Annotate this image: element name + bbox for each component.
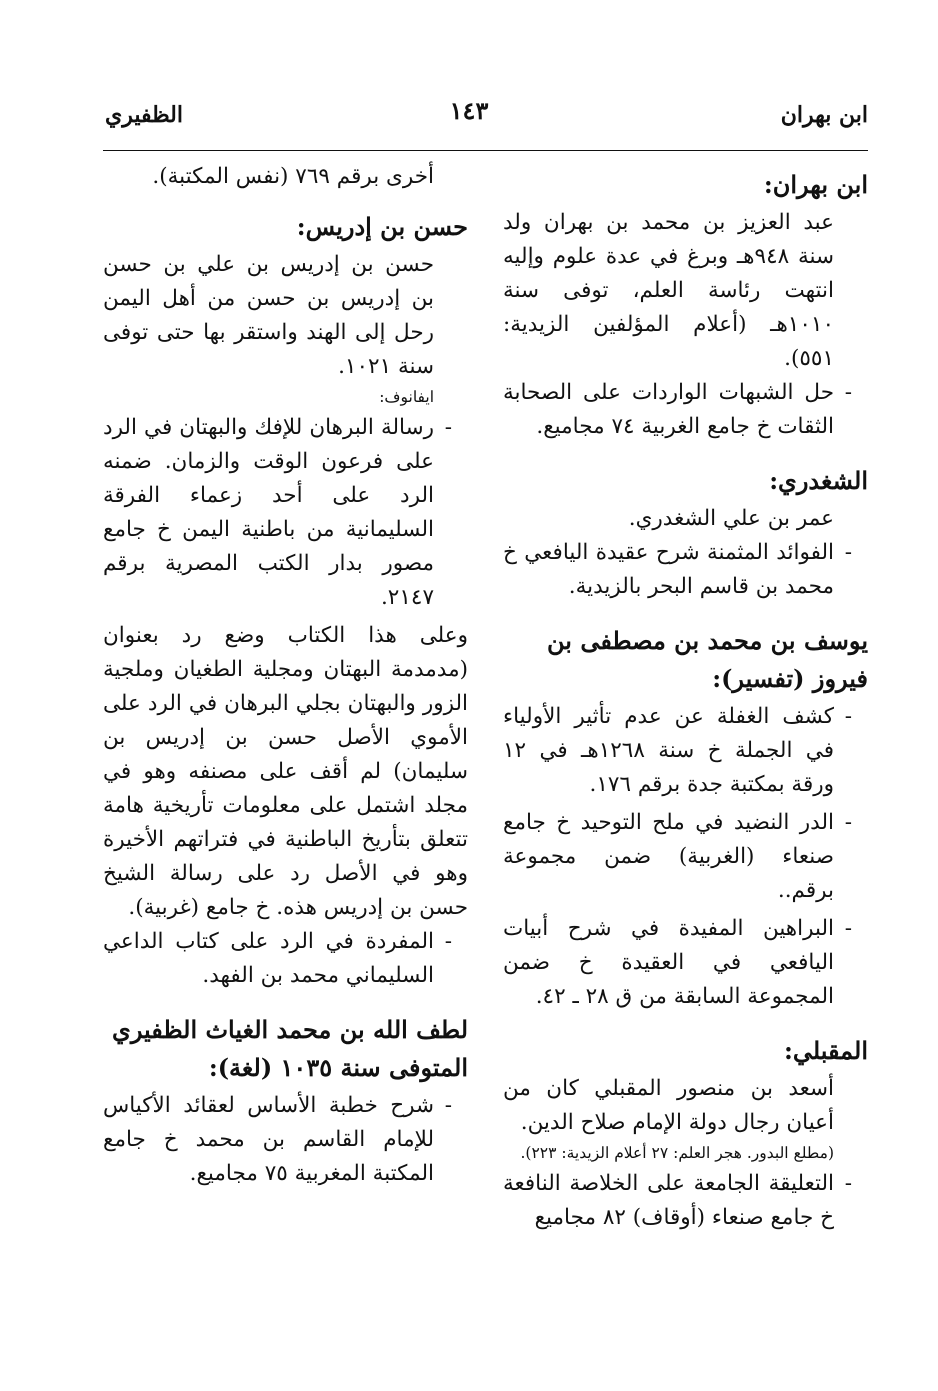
running-header-left: الظفيري — [105, 102, 183, 128]
work-item: - المفردة في الرد على كتاب الداعي السليماني محمد بن الفهد. — [103, 925, 468, 993]
entry-heading-shaghdari: الشغدري: — [769, 466, 868, 495]
work-item: - كشف الغفلة عن عدم تأثير الأولياء في الجملة خ سنة ١٢٦٨هـ في ١٢ ورقة بمكتبة جدة برقم ١٧٦. — [503, 700, 868, 802]
work-item: - شرح خطبة الأساس لعقائد الأكياس للإمام القاسم بن محمد خ جامع المكتبة المغربية ٧٥ مجاميع. — [103, 1089, 468, 1191]
running-header-right: ابن بهران — [780, 102, 868, 128]
entry-bio-shaghdari: عمر بن علي الشغدري. — [628, 506, 834, 531]
entry-heading-lutfallah: لطف الله بن محمد الغياث الظفيري المتوفى سنة ١٠٣٥ (لغة): — [112, 1015, 468, 1082]
work-item: - الدر النضيد في ملح التوحيد خ جامع صنعاء (الغربية) ضمن مجموعة برقم.. — [503, 806, 868, 908]
entry-source-maqbali: (مطلع البدور. هجر العلم: ٢٧ أعلام الزيدية: ٢٢٣). — [520, 1144, 834, 1162]
left-column — [103, 160, 468, 1195]
work-item: - رسالة البرهان للإفك والبهتان في الرد على فرعون الوقت والزمان. ضمنه الرد على أحد زعماء الفرقة السليمانية من باطنية اليمن خ جامع مصور بدار الكتب المصرية برقم ٢١٤٧. — [103, 411, 468, 615]
entry-bio-hasan-idris: حسن بن إدريس بن علي بن حسن بن إدريس بن حسن من أهل اليمن رحل إلى الهند واستقر بها حتى توفى سنة ١٠٢١. — [103, 252, 434, 379]
entry-heading-hasan-idris: حسن بن إدريس: — [296, 212, 468, 241]
works-list-yusuf-fayruz — [503, 700, 868, 1014]
header-rule — [103, 150, 868, 151]
entry-source-hasan-idris: ايفانوف: — [379, 388, 434, 406]
entry-heading-maqbali: المقبلي: — [783, 1036, 868, 1065]
works-list-hasan-idris-2 — [103, 925, 468, 993]
entry-heading-yusuf-fayruz: يوسف بن محمد بن مصطفى بن فيروز (تفسير): — [547, 626, 868, 693]
entry-bio-ibn-bahran: عبد العزيز بن محمد بن بهران ولد سنة ٩٤٨هـ وبرغ في عدة علوم وإليه انتهت رئاسة العلم، توفى سنة ١٠١٠هـ (أعلام المؤلفين الزيدية: ٥٥١). — [503, 210, 834, 371]
page-number: ١٤٣ — [449, 96, 489, 125]
work-item: - التعليقة الجامعة على الخلاصة النافعة خ جامع صنعاء (أوقاف) ٨٢ مجاميع — [503, 1167, 868, 1235]
works-list-hasan-idris — [103, 411, 468, 615]
work-item: - الفوائد المثمنة شرح عقيدة اليافعي خ محمد بن قاسم البحر بالزيدية. — [503, 536, 868, 604]
right-column — [503, 160, 868, 1239]
works-list-maqbali — [503, 1167, 868, 1235]
works-list-ibn-bahran — [503, 376, 868, 444]
entry-note-hasan-idris: وعلى هذا الكتاب وضع رد بعنوان (مدمدمة البهتان ومجلية الطغيان وملجية الزور والبهتان بجلي البرهان في الرد على الأموي الأصل حسن بن إدريس بن سليمان) لم أقف على مصنفه وهو في مجلد اشتمل على معلومات تأريخية هامة تتعلق بتأريخ الباطنية في فتراتهم الأخيرة وهو في الأصل رد على رسالة الشيخ حسن بن إدريس هذه. خ جامع (غربية). — [103, 623, 468, 920]
works-list-lutfallah — [103, 1089, 468, 1191]
work-item: - البراهين المفيدة في شرح أبيات اليافعي في العقيدة خ ضمن المجموعة السابقة من ق ٢٨ ـ ٤٢. — [503, 912, 868, 1014]
continuation-text: أخرى برقم ٧٦٩ (نفس المكتبة). — [152, 164, 434, 189]
works-list-shaghdari — [503, 536, 868, 604]
work-item: - حل الشبهات الواردات على الصحابة الثقات خ جامع الغربية ٧٤ مجاميع. — [503, 376, 868, 444]
entry-bio-maqbali: أسعد بن منصور المقبلي كان من أعيان رجال دولة الإمام صلاح الدين. — [503, 1076, 834, 1135]
entry-heading-ibn-bahran: ابن بهران: — [763, 170, 868, 199]
